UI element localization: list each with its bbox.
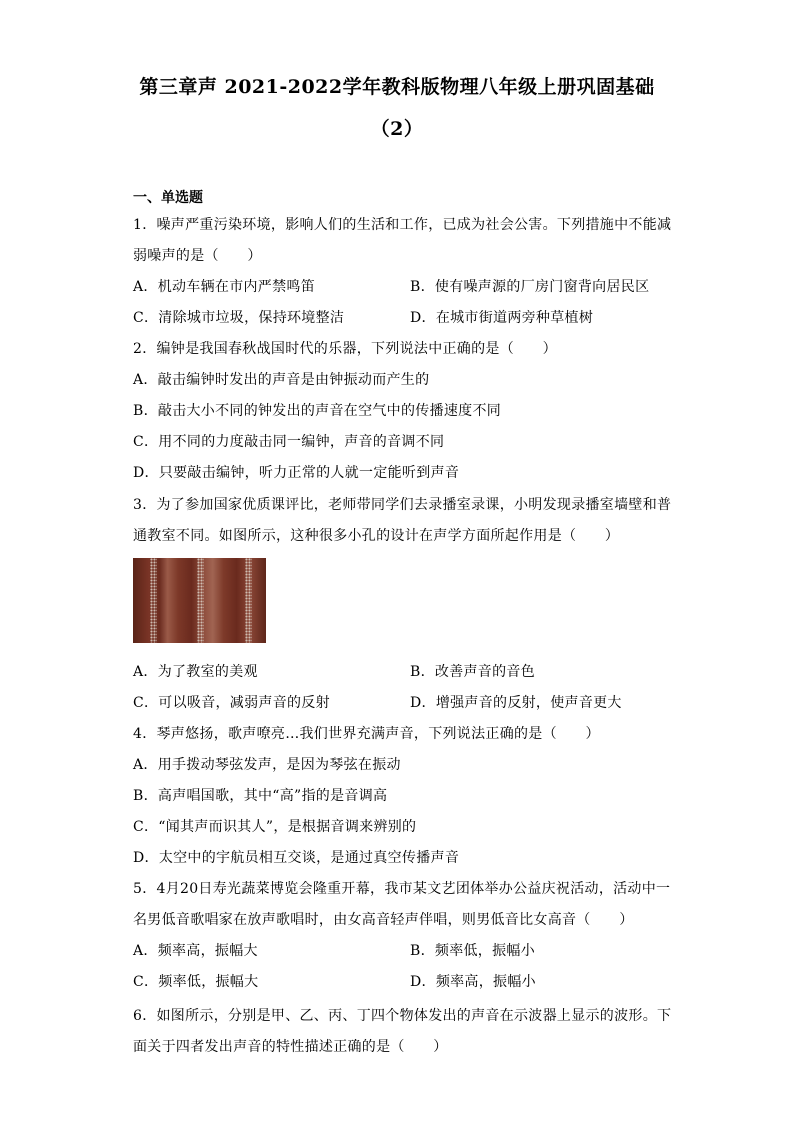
question-3-option-d: D．增强声音的反射，使声音更大 (410, 695, 622, 711)
question-4-stem: 4．琴声悠扬，歌声嘹亮…我们世界充满声音，下列说法正确的是（ ） (133, 726, 600, 742)
question-1-stem-cont: 弱噪声的是（ ） (133, 248, 262, 264)
question-5-option-b: B．频率低，振幅小 (410, 943, 535, 959)
question-1-option-d: D．在城市街道两旁种草植树 (410, 310, 594, 326)
question-2-option-c: C．用不同的力度敲击同一编钟，声音的音调不同 (133, 434, 445, 450)
section-heading: 一、单选题 (133, 190, 203, 206)
perforation-strip (197, 558, 204, 643)
question-4-option-c: C．“闻其声而识其人”，是根据音调来辨别的 (133, 819, 417, 835)
question-6-stem: 6．如图所示，分别是甲、乙、丙、丁四个物体发出的声音在示波器上显示的波形。下 (133, 1008, 672, 1024)
question-5-option-c: C．频率低，振幅大 (133, 974, 259, 990)
question-1-option-b: B．使有噪声源的厂房门窗背向居民区 (410, 279, 650, 295)
question-4-option-a: A．用手拨动琴弦发声，是因为琴弦在振动 (133, 757, 401, 773)
question-3-option-b: B．改善声音的音色 (410, 664, 535, 680)
question-4-option-b: B．高声唱国歌，其中“高”指的是音调高 (133, 788, 388, 804)
question-4-option-d: D．太空中的宇航员相互交谈，是通过真空传播声音 (133, 850, 460, 866)
question-6-stem-cont: 面关于四者发出声音的特性描述正确的是（ ） (133, 1039, 448, 1055)
question-3-option-c: C．可以吸音，减弱声音的反射 (133, 695, 330, 711)
question-2-option-d: D．只要敲击编钟，听力正常的人就一定能听到声音 (133, 465, 460, 481)
perforated-wall-photo (133, 558, 266, 643)
question-5-stem: 5．4月20日寿光蔬菜博览会隆重开幕，我市某文艺团体举办公益庆祝活动，活动中一 (133, 881, 671, 897)
question-3-stem-cont: 通教室不同。如图所示，这种很多小孔的设计在声学方面所起作用是（ ） (133, 528, 620, 544)
question-1-option-c: C．清除城市垃圾，保持环境整洁 (133, 310, 345, 326)
question-2-option-a: A．敲击编钟时发出的声音是由钟振动而产生的 (133, 372, 430, 388)
page-title: 第三章声 2021-2022学年教科版物理八年级上册巩固基础 (139, 76, 655, 98)
perforation-strip (150, 558, 157, 643)
perforation-strip (245, 558, 252, 643)
page-subtitle: （2） (370, 118, 424, 140)
question-5-stem-cont: 名男低音歌唱家在放声歌唱时，由女高音轻声伴唱，则男低音比女高音（ ） (133, 912, 634, 928)
question-2-stem: 2．编钟是我国春秋战国时代的乐器，下列说法中正确的是（ ） (133, 341, 557, 357)
question-2-option-b: B．敲击大小不同的钟发出的声音在空气中的传播速度不同 (133, 403, 502, 419)
question-3-stem: 3．为了参加国家优质课评比，老师带同学们去录播室录课，小明发现录播室墙壁和普 (133, 497, 672, 513)
question-1-option-a: A．机动车辆在市内严禁鸣笛 (133, 279, 316, 295)
question-3-option-a: A．为了教室的美观 (133, 664, 258, 680)
question-5-option-d: D．频率高，振幅小 (410, 974, 536, 990)
question-5-option-a: A．频率高，振幅大 (133, 943, 258, 959)
question-1-stem: 1．噪声严重污染环境，影响人们的生活和工作，已成为社会公害。下列措施中不能减 (133, 217, 672, 233)
